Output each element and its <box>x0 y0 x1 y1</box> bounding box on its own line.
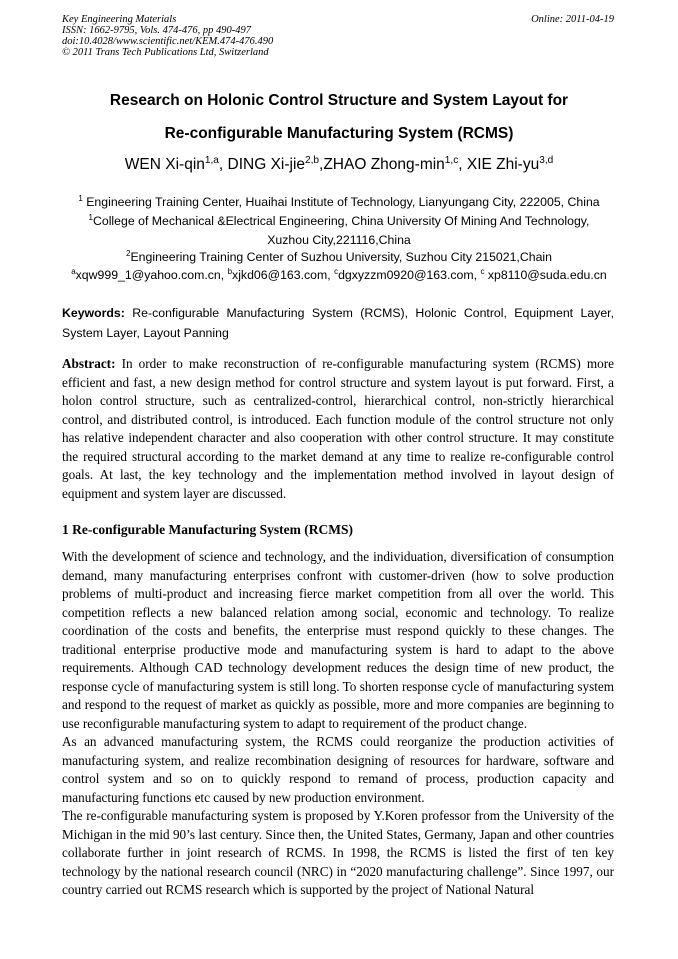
affiliation-text: Engineering Training Center of Suzhou University, Suzhou City 215021,Chain <box>130 250 552 264</box>
email-list <box>40 266 638 285</box>
author-name: WEN Xi-qin <box>124 156 205 173</box>
abstract-label: Abstract: <box>62 356 116 371</box>
author-separator: , <box>218 156 228 173</box>
paragraph: The re-configurable manufacturing system is proposed by Y.Koren professor from the University of the Michigan in the mid 90’s last century. Since then, the United States, Germany, Japan and other countries collaborate further in joint research of RCMS. In 1998, the RCMS is listed the first of ten key technology by the national research council (NRC) in “2020 manufacturing challenge”. Since 1997, our country carried out RCMS research which is supported by the project of National Natural <box>62 808 614 897</box>
email-link[interactable]: xp8110@suda.edu.cn <box>484 268 607 282</box>
author-superscript: 1,c <box>444 154 459 166</box>
affiliation-marker: 1 <box>88 212 93 222</box>
author-separator: , <box>319 156 324 173</box>
affiliation-text: Engineering Training Center, Huaihai Institute of Technology, Lianyungang City, 222005, China <box>82 195 600 209</box>
online-date: Online: 2011-04-19 <box>531 14 614 25</box>
affiliation-text-cont: Xuzhou City,221116,China <box>267 233 411 247</box>
page-header <box>62 14 614 58</box>
keywords-label: Keywords: <box>62 306 125 320</box>
author-list <box>40 156 638 174</box>
keywords-text: Re-configurable Manufacturing System (RCMS), Holonic Control, Equipment Layer, System Layer, Layout Panning <box>62 306 614 340</box>
email-marker: b <box>227 266 233 276</box>
keywords <box>62 303 614 343</box>
paper-title-line-2: Re-configurable Manufacturing System (RCMS) <box>164 125 514 142</box>
email-link[interactable]: xqw999_1@yahoo.com.cn, <box>75 268 228 282</box>
author-superscript: 3,d <box>539 154 554 166</box>
copyright-line: © 2011 Trans Tech Publications Ltd, Switzerland <box>62 47 269 58</box>
affiliation-1 <box>40 193 638 212</box>
affiliation-marker: 1 <box>78 193 83 203</box>
email-link[interactable]: dgxyzzm0920@163.com, <box>338 268 481 282</box>
abstract-text: In order to make reconstruction of re-configurable manufacturing system (RCMS) more efficient and fast, a new design method for control structure and system layout is put forward. First, a holon control structure, such as centralized-control, hierarchical control, non-strictly hierarchical control, and distributed control, is introduced. Each function module of the control structure not only has relative independent character and also cooperation with other control structure. It may constitute the required structural according to the market demand at any time to realize re-configurable control goals. At last, the key technology and the implementation method involved in layout design of equipment and system layer are discussed. <box>62 356 614 501</box>
affiliation-marker: 2 <box>126 248 131 258</box>
section-heading: 1 Re-configurable Manufacturing System (RCMS) <box>62 522 353 537</box>
email-link[interactable]: xjkd06@163.com, <box>232 268 335 282</box>
affiliation-2 <box>40 212 638 250</box>
author-superscript: 2,b <box>305 154 320 166</box>
journal-name: Key Engineering Materials <box>62 14 177 25</box>
doi-line: doi:10.4028/www.scientific.net/KEM.474-476.490 <box>62 36 274 47</box>
author-superscript: 1,a <box>204 154 219 166</box>
author-name: DING Xi-jie <box>227 156 306 173</box>
email-marker: c <box>334 266 339 276</box>
author-name: ZHAO Zhong-min <box>323 156 445 173</box>
abstract <box>62 355 614 503</box>
affiliation-text: College of Mechanical &Electrical Engineering, China University Of Mining And Technology, <box>92 214 590 228</box>
author-name: XIE Zhi-yu <box>466 156 540 173</box>
email-marker: a <box>71 266 76 276</box>
author-separator: , <box>458 156 467 173</box>
paper-title-line-1: Research on Holonic Control Structure and System Layout for <box>109 92 569 109</box>
email-marker: c <box>480 266 485 276</box>
paragraph: As an advanced manufacturing system, the RCMS could reorganize the production activities of manufacturing system, and realize recombination designing of resources for hardware, software and control system and so on to quickly respond to remand of process, production capacity and manufacturing functions etc caused by new production environment. <box>62 734 614 805</box>
paragraph: With the development of science and technology, and the individuation, diversification of consumption demand, many manufacturing enterprises confront with customer-driven (how to solve production problems of multi-product and increasing fierce market competition from all over the world. This competition reflects a new balanced relation among social, economic and technology. To realize coordination of the costs and benefits, the enterprise must respond quickly to these changes. The traditional enterprise productive mode and manufacturing system is hard to adapt to the above requirements. Although CAD technology development reduces the design time of new product, the response cycle of manufacturing system is still long. To shorten response cycle of manufacturing system and respond to the request of market as quickly as possible, more and more companies are beginning to use reconfigurable manufacturing system to adapt to requirement of the product change. <box>62 549 614 731</box>
section-body <box>62 548 614 900</box>
affiliation-3 <box>40 248 638 267</box>
issn-line: ISSN: 1662-9795, Vols. 474-476, pp 490-497 <box>62 25 251 36</box>
